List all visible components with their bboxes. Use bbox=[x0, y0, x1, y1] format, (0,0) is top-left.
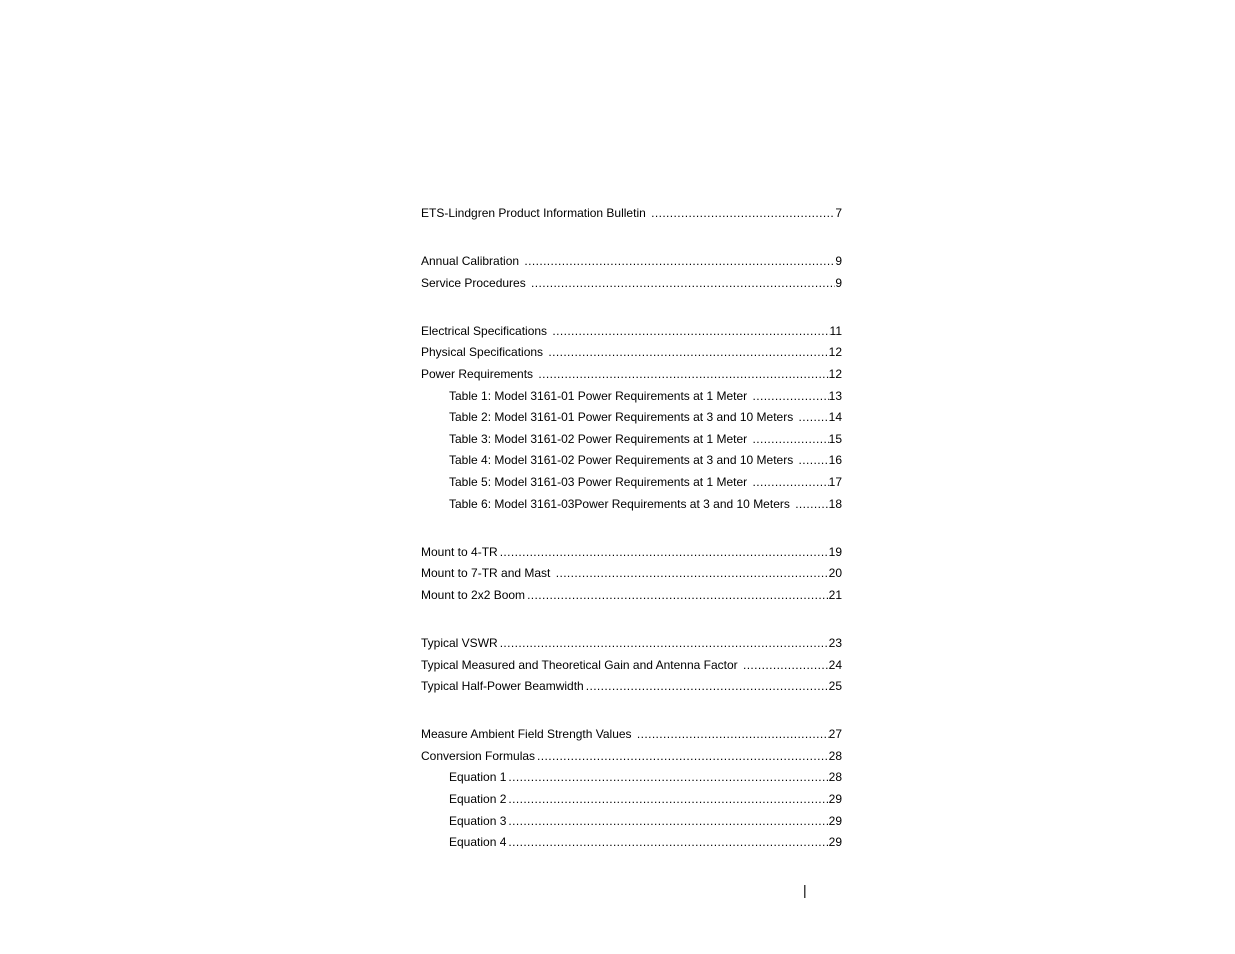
toc-entry-title: Service Procedures bbox=[421, 275, 530, 290]
toc-dot-leader bbox=[529, 274, 835, 292]
toc-dot-leader bbox=[506, 812, 828, 830]
toc-entry-page-number: 9 bbox=[835, 254, 842, 269]
toc-entry[interactable] bbox=[421, 274, 842, 296]
toc-dot-leader bbox=[751, 430, 829, 448]
toc-entry-page-number: 24 bbox=[828, 657, 842, 672]
toc-entry-page-number: 7 bbox=[835, 206, 842, 220]
toc-entry-title: Typical Half-Power Beamwidth bbox=[421, 679, 584, 694]
toc-entry[interactable] bbox=[421, 833, 842, 855]
toc-dot-leader bbox=[793, 495, 828, 513]
toc-section bbox=[421, 322, 842, 516]
toc-entry[interactable] bbox=[421, 634, 842, 656]
toc-dot-leader bbox=[535, 747, 829, 765]
toc-entry[interactable] bbox=[421, 564, 842, 586]
toc-entry[interactable] bbox=[421, 322, 842, 344]
toc-dot-leader bbox=[751, 387, 829, 405]
toc-entry[interactable] bbox=[421, 747, 842, 769]
toc-entry-title: Conversion Formulas bbox=[421, 748, 536, 763]
toc-entry-page-number: 17 bbox=[828, 474, 842, 489]
footer-page-mark: | bbox=[803, 882, 807, 898]
toc-dot-leader bbox=[797, 451, 829, 469]
toc-entry-page-number: 12 bbox=[828, 366, 842, 381]
toc-entry-title: Table 6: Model 3161-03Power Requirements at 3 and 10 Meters bbox=[449, 496, 794, 511]
toc-entry-title: Table 2: Model 3161-01 Power Requirements at 3 and 10 Meters bbox=[449, 410, 797, 425]
toc-entry-title: Equation 2 bbox=[449, 791, 507, 806]
toc-dot-leader bbox=[522, 252, 835, 270]
toc-entry-title: Power Requirements bbox=[421, 366, 537, 381]
toc-entry-title: Physical Specifications bbox=[421, 345, 547, 360]
toc-entry-page-number: 29 bbox=[828, 835, 842, 850]
toc-entry[interactable] bbox=[421, 365, 842, 387]
toc-entry[interactable] bbox=[421, 495, 842, 517]
toc-entry-page-number: 15 bbox=[828, 431, 842, 446]
toc-dot-leader bbox=[506, 790, 828, 808]
toc-dot-leader bbox=[649, 204, 835, 222]
toc-entry[interactable] bbox=[421, 473, 842, 495]
toc-dot-leader bbox=[554, 564, 829, 582]
toc-dot-leader bbox=[498, 543, 829, 561]
toc-entry-page-number: 16 bbox=[828, 453, 842, 468]
toc-dot-leader bbox=[506, 833, 828, 851]
toc-entry-title: Table 5: Model 3161-03 Power Requirements at 1 Meter bbox=[449, 474, 751, 489]
toc-entry-page-number: 23 bbox=[828, 635, 842, 650]
toc-entry-page-number: 27 bbox=[828, 727, 842, 742]
toc-entry-title: Equation 4 bbox=[449, 835, 507, 850]
toc-entry-title: Typical Measured and Theoretical Gain and Antenna Factor bbox=[421, 657, 741, 672]
toc-dot-leader bbox=[498, 634, 829, 652]
toc-entry[interactable] bbox=[421, 812, 842, 834]
toc-entry-page-number: 11 bbox=[829, 323, 842, 338]
toc-entry-title: Mount to 2x2 Boom bbox=[421, 587, 526, 602]
toc-dot-leader bbox=[536, 365, 828, 383]
toc-dot-leader bbox=[797, 408, 829, 426]
toc-entry[interactable] bbox=[421, 677, 842, 699]
toc-entry-title: Electrical Specifications bbox=[421, 323, 551, 338]
toc-entry-title: Measure Ambient Field Strength Values bbox=[421, 727, 635, 742]
toc-entry[interactable] bbox=[421, 430, 842, 452]
toc-entry[interactable] bbox=[421, 451, 842, 473]
toc-entry[interactable] bbox=[421, 586, 842, 608]
toc-section bbox=[421, 725, 842, 855]
toc-entry-page-number: 29 bbox=[828, 813, 842, 828]
toc-entry[interactable] bbox=[421, 408, 842, 430]
toc-entry[interactable] bbox=[421, 204, 842, 226]
toc-entry-page-number: 12 bbox=[828, 345, 842, 360]
toc-entry-page-number: 14 bbox=[828, 410, 842, 425]
toc-entry-title: Table 4: Model 3161-02 Power Requirements at 3 and 10 Meters bbox=[449, 453, 797, 468]
toc-entry-title: Mount to 4-TR bbox=[421, 544, 498, 559]
toc-entry[interactable] bbox=[421, 252, 842, 274]
toc-entry-title: Equation 3 bbox=[449, 813, 507, 828]
toc-entry-page-number: 20 bbox=[828, 566, 842, 581]
toc-dot-leader bbox=[741, 656, 829, 674]
toc-entry-page-number: 29 bbox=[828, 791, 842, 806]
toc-section bbox=[421, 543, 842, 608]
toc-entry-title: Typical VSWR bbox=[421, 635, 498, 650]
toc-entry[interactable] bbox=[421, 543, 842, 565]
toc-entry-title: Table 1: Model 3161-01 Power Requirements at 1 Meter bbox=[449, 388, 751, 403]
toc-dot-leader bbox=[584, 677, 829, 695]
toc-entry-title: Annual Calibration bbox=[421, 254, 523, 269]
toc-dot-leader bbox=[751, 473, 829, 491]
toc-entry-page-number: 28 bbox=[828, 748, 842, 763]
toc-entry[interactable] bbox=[421, 768, 842, 790]
toc-entry-page-number: 19 bbox=[828, 544, 842, 559]
toc-entry-page-number: 13 bbox=[828, 388, 842, 403]
toc-entry[interactable] bbox=[421, 656, 842, 678]
toc-entry-page-number: 25 bbox=[828, 679, 842, 694]
toc-section bbox=[421, 634, 842, 699]
toc-dot-leader bbox=[635, 725, 829, 743]
toc-dot-leader bbox=[525, 586, 829, 604]
toc-dot-leader bbox=[546, 343, 828, 361]
toc-entry-title: Equation 1 bbox=[449, 770, 507, 785]
toc-entry-page-number: 18 bbox=[828, 496, 842, 511]
toc-entry[interactable] bbox=[421, 343, 842, 365]
toc-entry[interactable] bbox=[421, 387, 842, 409]
table-of-contents bbox=[421, 204, 842, 881]
toc-entry-page-number: 21 bbox=[828, 587, 842, 602]
toc-entry-title: ETS-Lindgren Product Information Bulletin bbox=[421, 206, 650, 220]
toc-dot-leader bbox=[550, 322, 829, 340]
toc-section bbox=[421, 252, 842, 295]
toc-entry-title: Mount to 7-TR and Mast bbox=[421, 566, 554, 581]
toc-entry[interactable] bbox=[421, 725, 842, 747]
toc-entry-page-number: 28 bbox=[828, 770, 842, 785]
toc-section bbox=[421, 204, 842, 226]
toc-dot-leader bbox=[506, 768, 828, 786]
toc-entry[interactable] bbox=[421, 790, 842, 812]
toc-entry-page-number: 9 bbox=[835, 275, 842, 290]
toc-entry-title: Table 3: Model 3161-02 Power Requirements at 1 Meter bbox=[449, 431, 751, 446]
